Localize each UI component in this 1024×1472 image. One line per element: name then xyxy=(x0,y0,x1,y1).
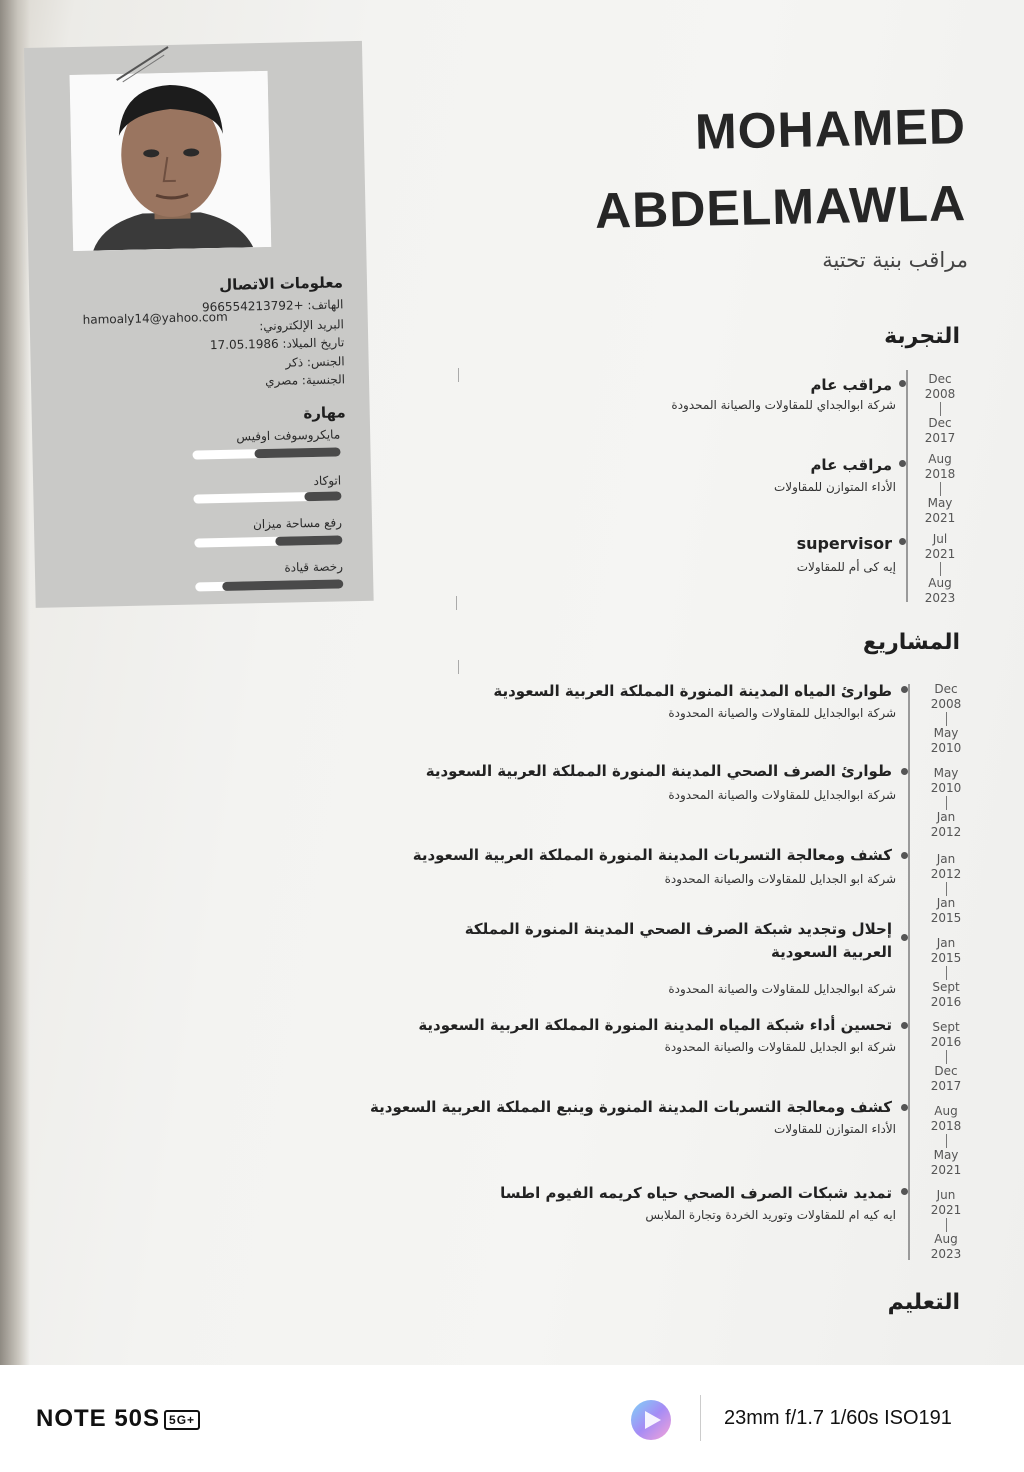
paper-shadow-edge xyxy=(0,0,30,1365)
project-dates: Aug 2018 May 2021 xyxy=(930,1104,962,1177)
contact-birthdate: تاريخ الميلاد: 17.05.1986 xyxy=(209,335,345,353)
experience-dates: Jul 2021 Aug 2023 xyxy=(924,532,956,605)
project-title: كشف ومعالجة التسربات المدينة المنورة المملكة العربية السعودية xyxy=(412,846,892,864)
timeline-dot xyxy=(901,1104,908,1111)
project-dates: Jan 2015 Sept 2016 xyxy=(930,936,962,1009)
divider-mark xyxy=(458,368,459,382)
network-badge: 5G+ xyxy=(164,1410,200,1430)
experience-company: إيه كى أم للمقاولات xyxy=(796,560,896,574)
project-dates: Jan 2012 Jan 2015 xyxy=(930,852,962,925)
contact-phone: الهاتف: +966554213792 xyxy=(201,297,344,315)
camera-specs: 23mm f/1.7 1/60s ISO191 xyxy=(724,1407,952,1429)
experience-heading: التجربة xyxy=(884,324,960,349)
project-company: شركة ابوالجدايل للمقاولات والصيانة المحدودة xyxy=(668,706,896,720)
skill-bar xyxy=(193,491,341,503)
name-line-1: MOHAMED xyxy=(694,98,967,160)
project-company: الأداء المتوازن للمقاولات xyxy=(773,1122,896,1136)
timeline-dot xyxy=(899,538,906,545)
camera-watermark-bar xyxy=(0,1365,1024,1472)
skill-label: اتوكاد xyxy=(313,473,342,489)
experience-dates: Dec 2008 Dec 2017 xyxy=(924,372,956,445)
projects-timeline xyxy=(908,684,910,1260)
project-company: ايه كيه ام للمقاولات وتوريد الخردة وتجارة الملابس xyxy=(645,1208,896,1222)
project-company: شركة ابو الجدايل للمقاولات والصيانة المحدودة xyxy=(664,872,896,886)
timeline-dot xyxy=(901,934,908,941)
skill-level-fill xyxy=(276,535,343,545)
timeline-dot xyxy=(901,852,908,859)
phone-model: NOTE 50S xyxy=(36,1405,161,1432)
experience-company: الأداء المتوازن للمقاولات xyxy=(773,480,896,494)
experience-title: مراقب عام xyxy=(810,376,892,394)
project-dates: May 2010 Jan 2012 xyxy=(930,766,962,839)
project-company: شركة ابو الجدايل للمقاولات والصيانة المحدودة xyxy=(664,1040,896,1054)
timeline-dot xyxy=(901,1188,908,1195)
experience-company: شركة ابوالجداي للمقاولات والصيانة المحدودة xyxy=(671,398,896,412)
project-dates: Jun 2021 Aug 2023 xyxy=(930,1188,962,1261)
contact-nationality: الجنسية: مصري xyxy=(265,372,346,389)
education-heading: التعليم xyxy=(887,1290,960,1315)
skill-label: مايكروسوفت اوفيس xyxy=(236,427,341,444)
contact-email-label: البريد الإلكتروني: xyxy=(259,317,345,334)
contact-email: hamoaly14@yahoo.com xyxy=(82,309,228,327)
name-line-2: ABDELMAWLA xyxy=(594,175,967,239)
timeline-dot xyxy=(901,686,908,693)
project-title: طوارئ المياه المدينة المنورة المملكة العربية السعودية xyxy=(493,682,892,700)
skill-level-fill xyxy=(255,447,341,458)
skill-bar xyxy=(195,579,343,591)
project-title: تحسين أداء شبكة المياه المدينة المنورة المملكة العربية السعودية xyxy=(418,1016,892,1034)
experience-dates: Aug 2018 May 2021 xyxy=(924,452,956,525)
experience-title: supervisor xyxy=(796,534,892,553)
divider-mark xyxy=(456,596,457,610)
profile-photo xyxy=(70,71,272,251)
project-title: إحلال وتجديد شبكة الصرف الصحي المدينة المنورة المملكة العربية السعودية xyxy=(464,920,892,962)
timeline-dot xyxy=(899,380,906,387)
resume-sidebar xyxy=(24,41,374,608)
skill-bar xyxy=(194,535,342,547)
projects-heading: المشاريع xyxy=(862,630,960,655)
pen-mark xyxy=(112,43,173,84)
skill-label: رخصة قيادة xyxy=(284,559,344,575)
project-title: طوارئ الصرف الصحي المدينة المنورة المملكة العربية السعودية xyxy=(425,762,892,780)
project-title: كشف ومعالجة التسربات المدينة المنورة وينبع المملكة العربية السعودية xyxy=(370,1098,892,1116)
project-dates: Dec 2008 May 2010 xyxy=(930,682,962,755)
skill-bar xyxy=(192,447,340,459)
skill-label: رفع مساحة ميزان xyxy=(252,515,343,532)
skill-level-fill xyxy=(304,491,341,501)
skills-heading: مهارة xyxy=(303,403,346,423)
contact-gender: الجنس: ذكر xyxy=(285,354,345,370)
divider-mark xyxy=(458,660,459,674)
watermark-divider xyxy=(700,1395,701,1441)
project-company: شركة ابوالجدايل للمقاولات والصيانة المحدودة xyxy=(668,788,896,802)
skill-level-fill xyxy=(222,579,344,591)
experience-timeline xyxy=(906,370,908,602)
project-title: تمديد شبكات الصرف الصحي حياه كريمه الفيوم اطسا xyxy=(500,1184,892,1202)
project-dates: Sept 2016 Dec 2017 xyxy=(930,1020,962,1093)
camera-logo-icon xyxy=(628,1397,674,1443)
timeline-dot xyxy=(901,1022,908,1029)
phone-brand xyxy=(36,1405,200,1433)
project-company: شركة ابوالجدايل للمقاولات والصيانة المحدودة xyxy=(668,982,896,996)
contact-heading: معلومات الاتصال xyxy=(218,273,344,294)
job-title: مراقب بنية تحتية xyxy=(822,248,968,272)
timeline-dot xyxy=(901,768,908,775)
experience-title: مراقب عام xyxy=(810,456,892,474)
timeline-dot xyxy=(899,460,906,467)
